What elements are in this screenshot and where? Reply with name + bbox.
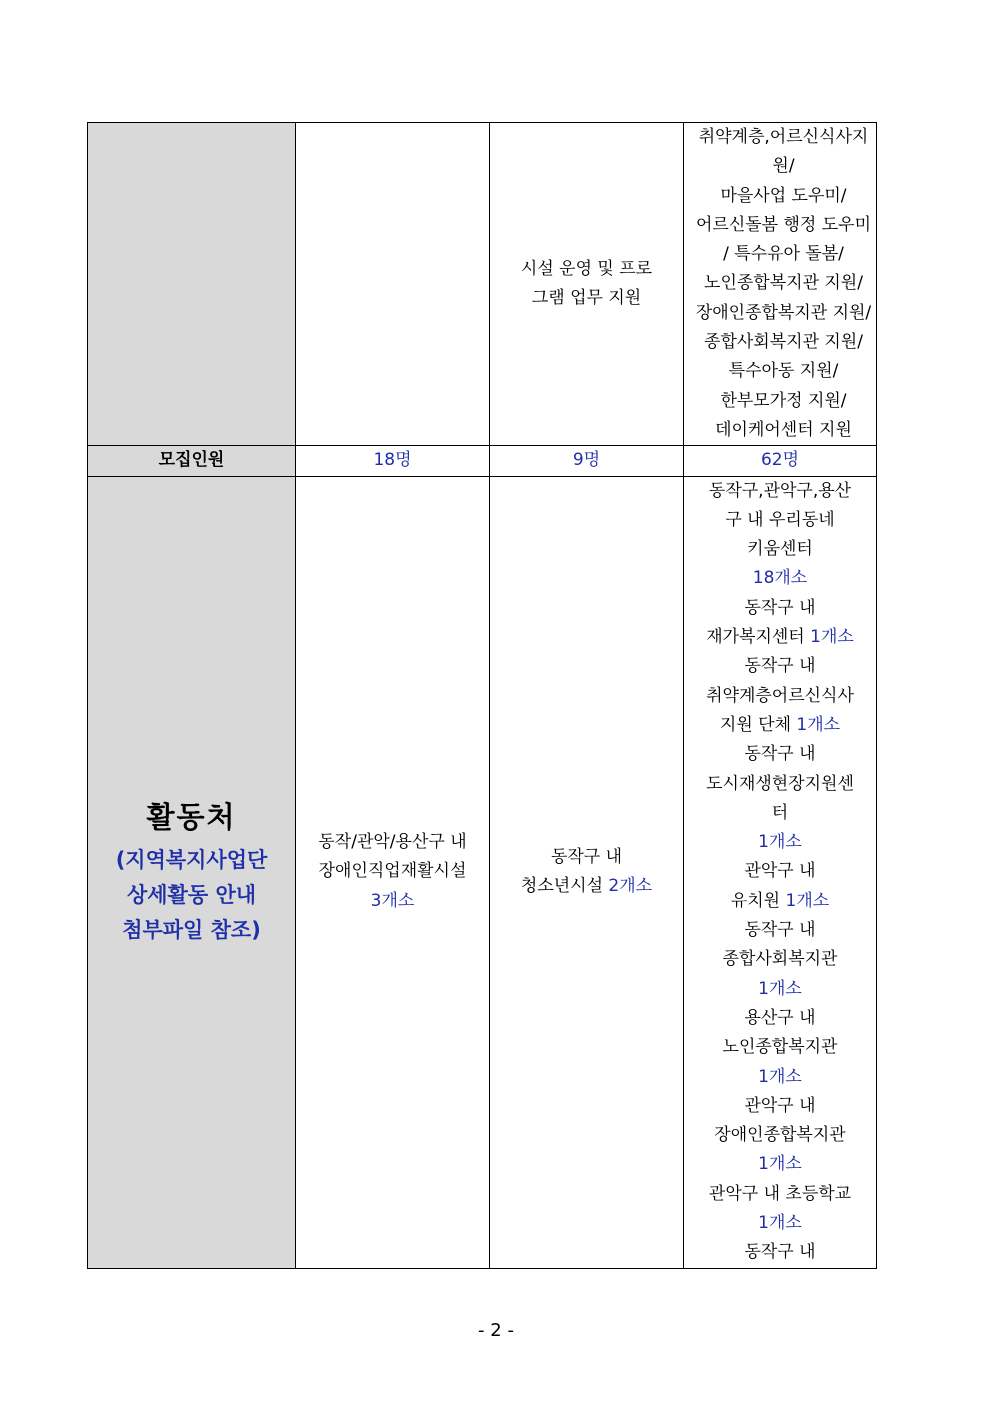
text-line xyxy=(490,843,683,872)
duty-col2-cell xyxy=(296,123,490,446)
text-line xyxy=(490,872,683,901)
text-line xyxy=(684,1092,876,1121)
text-line: 상세활동 안내 xyxy=(126,882,257,907)
text-line: 첨부파일 참조) xyxy=(122,917,261,942)
line-text: 청소년시설 xyxy=(520,876,609,897)
text-line xyxy=(684,623,876,652)
place-row xyxy=(88,476,877,1268)
recruit-row xyxy=(88,446,877,476)
text-line: 한부모가정 지원/ xyxy=(720,390,847,411)
recruit-col3: 9명 xyxy=(490,446,684,476)
facility-count: 1개소 xyxy=(785,890,830,911)
text-line xyxy=(684,1033,876,1062)
line-text: 취약계층어르신식사 xyxy=(706,685,854,706)
text-line xyxy=(684,1180,876,1209)
line-text: 동작/관악/용산구 내 xyxy=(318,832,467,853)
text-line xyxy=(684,564,876,593)
text-line: / 특수유아 돌봄/ xyxy=(723,244,844,265)
text-line xyxy=(296,828,489,857)
text-line: 어르신돌봄 행정 도우미 xyxy=(695,214,872,235)
text-line xyxy=(684,770,876,799)
recruit-label: 모집인원 xyxy=(88,446,296,476)
place-label-cell xyxy=(88,476,296,1268)
line-text: 관악구 내 xyxy=(744,1095,816,1116)
place-label-note xyxy=(88,843,295,948)
text-line xyxy=(296,857,489,886)
place-col3-cell xyxy=(490,476,684,1268)
facility-count: 1개소 xyxy=(758,1066,802,1087)
duty-row-label-cell xyxy=(88,123,296,446)
text-line xyxy=(684,857,876,886)
duty-col4-cell xyxy=(684,123,877,446)
line-text: 장애인직업재활시설 xyxy=(318,861,467,882)
text-line xyxy=(684,945,876,974)
line-text: 동작구,관악구,용산 xyxy=(708,480,852,501)
place-label-main: 활동처 xyxy=(146,799,237,834)
program-info-table xyxy=(87,122,877,1269)
line-text: 동작구 내 xyxy=(744,744,816,765)
text-line xyxy=(684,828,876,857)
text-line xyxy=(296,887,489,916)
facility-count: 2개소 xyxy=(608,876,653,897)
line-text: 유치원 xyxy=(730,890,786,911)
text-line xyxy=(684,1238,876,1267)
line-text: 노인종합복지관 xyxy=(722,1037,838,1058)
text-line: 특수아동 지원/ xyxy=(728,361,839,382)
facility-count: 1개소 xyxy=(758,832,802,853)
recruit-col4: 62명 xyxy=(684,446,877,476)
text-line: (지역복지사업단 xyxy=(115,847,268,872)
text-line xyxy=(684,1063,876,1092)
text-line xyxy=(684,1004,876,1033)
text-line xyxy=(684,506,876,535)
line-text: 동작구 내 xyxy=(744,656,816,677)
text-line: 그램 업무 지원 xyxy=(531,288,642,309)
text-line xyxy=(684,887,876,916)
place-col2-cell xyxy=(296,476,490,1268)
line-text: 관악구 내 초등학교 xyxy=(708,1183,852,1204)
text-line: 노인종합복지관 지원/ xyxy=(704,273,863,294)
text-line xyxy=(684,477,876,506)
text-line xyxy=(684,975,876,1004)
text-line xyxy=(684,682,876,711)
facility-count: 1개소 xyxy=(758,978,802,999)
recruit-col2: 18명 xyxy=(296,446,490,476)
facility-count: 1개소 xyxy=(810,627,854,648)
text-line: 마을사업 도우미/ xyxy=(720,185,847,206)
facility-count: 3개소 xyxy=(370,890,415,911)
text-line xyxy=(684,594,876,623)
page-number: - 2 - xyxy=(478,1320,514,1341)
line-text: 관악구 내 xyxy=(744,861,816,882)
line-text: 동작구 내 xyxy=(744,597,816,618)
line-text: 재가복지센터 xyxy=(706,627,811,648)
text-line: 장애인종합복지관 지원/ xyxy=(695,302,872,323)
line-text: 터 xyxy=(771,802,789,823)
line-text: 장애인종합복지관 xyxy=(714,1125,846,1146)
line-text: 도시재생현장지원센 xyxy=(706,773,854,794)
line-text: 동작구 내 xyxy=(744,920,816,941)
line-text: 동작구 내 xyxy=(550,846,623,867)
line-text: 구 내 우리동네 xyxy=(725,509,835,530)
line-text: 동작구 내 xyxy=(744,1242,816,1263)
text-line: 원/ xyxy=(772,156,795,177)
text-line xyxy=(684,799,876,828)
text-line xyxy=(684,535,876,564)
facility-count: 18개소 xyxy=(752,568,808,589)
text-line xyxy=(684,916,876,945)
place-col4-cell xyxy=(684,476,877,1268)
text-line: 취약계층,어르신식사지 xyxy=(698,127,869,147)
text-line xyxy=(684,652,876,681)
text-line: 종합사회복지관 지원/ xyxy=(704,332,863,353)
text-line xyxy=(684,1209,876,1238)
text-line: 데이케어센터 지원 xyxy=(715,419,852,440)
line-text: 용산구 내 xyxy=(744,1007,816,1028)
facility-count: 1개소 xyxy=(796,714,841,735)
text-line xyxy=(684,740,876,769)
line-text: 종합사회복지관 xyxy=(722,949,838,970)
text-line: 시설 운영 및 프로 xyxy=(520,258,653,279)
line-text: 키움센터 xyxy=(747,539,813,560)
line-text: 지원 단체 xyxy=(719,714,797,735)
text-line xyxy=(684,1121,876,1150)
duty-row xyxy=(88,123,877,446)
facility-count: 1개소 xyxy=(758,1154,802,1175)
text-line xyxy=(684,1150,876,1179)
duty-col3-cell xyxy=(490,123,684,446)
facility-count: 1개소 xyxy=(758,1212,802,1233)
text-line xyxy=(684,711,876,740)
